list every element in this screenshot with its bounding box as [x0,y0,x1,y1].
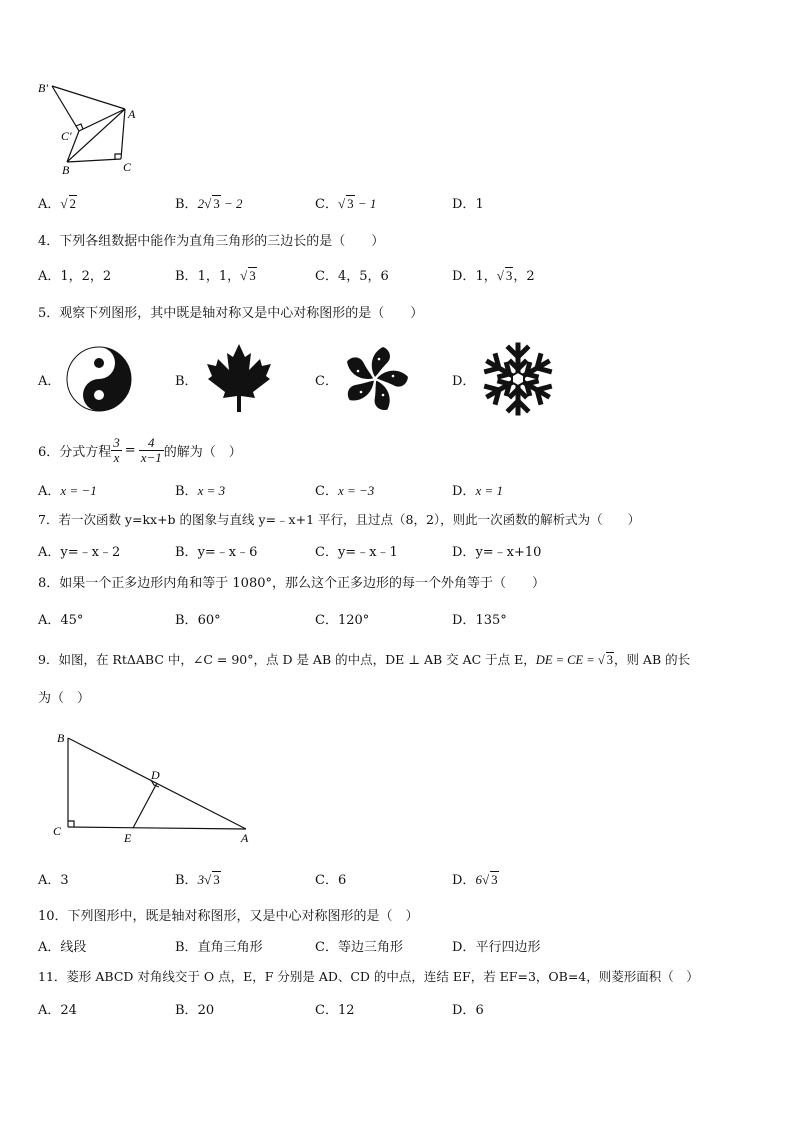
q7-option-c [315,541,398,560]
q5-option-d: D． [452,374,476,389]
q7-option-d-text: y=﹣x+10 [475,545,542,560]
q4-option-a-letter: A． [38,269,61,284]
q11-option-c [315,999,355,1018]
q4-option-b-radicand: 3 [249,268,256,283]
q5-question-text: 5．观察下列图形，其中既是轴对称又是中心对称图形的是（ ） [38,306,424,321]
q4-option-d-letter: D． [452,269,476,284]
q10-option-b-letter: B． [175,940,198,955]
q8-option-d [452,609,507,628]
fig1-label-c: C [123,160,132,174]
fig2-triangle-diagram [48,726,258,848]
q10-option-d [452,936,540,955]
q9-option-c-letter: C． [315,873,338,888]
q10-option-c [315,936,403,955]
q6-option-b-letter: B． [175,484,198,499]
q5-option-b: B． [175,374,198,389]
q5-option-a: A． [38,374,61,389]
fig1-triangle-diagram [34,76,144,178]
q8-option-d-letter: D． [452,613,476,628]
q8-option-c-letter: C． [315,613,338,628]
q3-option-b: B．2√ 3 − 2 [175,196,243,212]
q9-option-a-text: 3 [60,873,69,888]
q6-fraction-left [111,436,122,464]
q7-option-b-text: y=﹣x﹣6 [197,545,258,560]
q7-option-c-letter: C． [315,545,338,560]
q7-option-c-text: y=﹣x﹣1 [337,545,398,560]
q3-option-a-letter: A． [38,197,61,212]
q9-option-c-text: 6 [337,873,347,888]
q9-line1-end: ，则 AB 的长 [613,652,691,667]
q10-option-d-text: 平行四边形 [475,940,541,955]
q10-option-a-text: 线段 [60,940,87,955]
q11-option-b [175,999,214,1018]
q3-option-b-coef: 2 [197,196,205,211]
yin-yang-icon [64,344,134,414]
q7-option-d-letter: D． [452,545,476,560]
q4-option-d-pre: 1， [475,269,497,284]
q8-question-text: 8．如果一个正多边形内角和等于 1080°，那么这个正多边形的每一个外角等于（ ） [38,576,545,591]
q6-option-a-text: x = −1 [60,483,97,498]
q9-option-a [38,869,69,888]
q9-option-d-letter: D． [452,873,476,888]
q6-option-d-letter: D． [452,484,476,499]
q7-option-d [452,541,541,560]
q6-lhs-denominator: x [113,449,120,465]
q4-question-text: 4．下列各组数据中能作为直角三角形的三边长的是（ ） [38,234,385,249]
fig1-label-a: A [128,107,136,121]
q9-option-b: B．3√ 3 [175,872,220,888]
q8-option-a [38,609,83,628]
q10-option-d-letter: D． [452,940,476,955]
q5-option-c: C． [315,374,338,389]
q3-option-b-radicand: 3 [213,196,220,211]
q7-option-b-letter: B． [175,545,198,560]
fig2-label-d: D [151,768,160,782]
q6-option-c-letter: C． [315,484,338,499]
q9-question-line2: 为（ ） [38,691,91,706]
maple-leaf-icon [205,342,273,414]
q4-option-b-pre: 1，1， [197,269,241,284]
q8-option-b-text: 60° [197,613,221,628]
q6-equals: = [124,442,136,458]
q6-rhs-numerator: 4 [139,436,164,451]
q6-question [38,432,242,468]
q9-line1-radicand: 3 [606,653,613,667]
q7-question-text: 7．若一次函数 y=kx+b 的图象与直线 y=﹣x+1 平行，且过点（8，2），则此一次函数的解析式为（ ） [38,512,641,527]
q11-option-d-text: 6 [475,1003,484,1018]
q8-option-c [315,609,369,628]
q4-option-c-text: 4，5，6 [337,269,389,284]
q10-option-c-letter: C． [315,940,338,955]
q4-option-c-letter: C． [315,269,338,284]
q9-option-b-letter: B． [175,873,198,888]
q3-option-c-radicand: 3 [347,196,354,211]
q9-option-d-coef: 6 [475,872,482,887]
q3-option-c: C．√ 3 − 1 [315,196,377,212]
q11-option-a [38,999,77,1018]
q8-option-b-letter: B． [175,613,198,628]
q8-option-c-text: 120° [337,613,370,628]
q4-option-a [38,265,111,284]
snowflake-icon [480,341,556,417]
q9-question-line1: 9．如图，在 RtΔABC 中，∠C = 90°，点 D 是 AB 的中点，DE ⊥ AB 交 AC 于点 E，DE = CE = √ 3，则 AB 的长 [38,652,691,667]
q10-question-text: 10．下列图形中，既是轴对称图形，又是中心对称图形的是（ ） [38,909,419,924]
q10-option-c-text: 等边三角形 [337,940,403,955]
q9-option-d-radicand: 3 [491,872,498,887]
q6-option-b-text: x = 3 [197,483,226,498]
q3-option-c-tail: − 1 [354,196,377,211]
q4-option-d-post: ，2 [513,269,535,284]
q11-option-b-text: 20 [197,1003,215,1018]
q11-option-d [452,999,484,1018]
q11-question-text: 11．菱形 ABCD 对角线交于 O 点，E，F 分别是 AD、CD 的中点，连结 EF，若 EF=3，OB=4，则菱形面积（ ） [38,969,699,984]
bauhinia-flower-icon [340,344,410,414]
q6-fraction-right [139,436,164,464]
q6-lhs-numerator: 3 [113,434,120,450]
q9-line1-equation: DE = CE = [535,653,598,667]
q3-option-d-letter: D． [452,197,476,212]
q10-option-a [38,936,86,955]
q3-option-d-text: 1 [475,197,484,212]
fig2-label-c: C [53,824,62,838]
q8-option-b [175,609,221,628]
q9-option-b-coef: 3 [197,872,205,887]
q6-option-a-letter: A． [38,484,61,499]
q7-option-b [175,541,257,560]
fig2-label-a: A [241,831,249,845]
q6-rhs-denominator: x−1 [140,449,162,465]
q3-option-c-letter: C． [315,197,338,212]
q7-option-a [38,541,120,560]
q9-option-a-letter: A． [38,873,61,888]
q8-option-a-text: 45° [60,613,84,628]
q3-option-b-tail: − 2 [220,196,243,211]
q10-option-a-letter: A． [38,940,61,955]
q9-option-d: D．6√ 3 [452,872,498,888]
q6-suffix: 的解为（ ） [163,444,242,460]
q11-option-a-text: 24 [60,1003,77,1018]
q7-option-a-letter: A． [38,545,61,560]
q9-line1-text: 9．如图，在 RtΔABC 中，∠C = 90°，点 D 是 AB 的中点，DE ⊥ AB 交 AC 于点 E， [38,652,536,667]
q6-option-b [175,480,225,499]
q6-option-a [38,480,97,499]
q3-option-b-letter: B． [175,197,198,212]
q4-option-d-radicand: 3 [505,268,513,283]
q6-option-d [452,480,503,499]
fig2-label-e: E [124,831,132,845]
q4-option-b-letter: B． [175,269,198,284]
fig2-label-b: B [57,731,65,745]
q4-option-a-text: 1，2，2 [60,269,112,284]
q8-option-a-letter: A． [38,613,61,628]
q6-option-c [315,480,374,499]
q4-option-b: B．1，1，√ 3 [175,268,256,284]
q11-option-c-letter: C． [315,1003,338,1018]
q9-option-c [315,869,346,888]
q3-option-a-radicand: 2 [69,196,77,211]
q6-option-c-text: x = −3 [337,483,375,498]
q11-option-b-letter: B． [175,1003,198,1018]
q8-option-d-text: 135° [475,613,507,628]
q9-option-b-radicand: 3 [213,872,220,887]
q10-option-b [175,936,263,955]
q6-prefix: 6．分式方程 [38,444,112,460]
fig1-label-c-prime: C' [61,129,72,143]
q4-option-c [315,265,389,284]
q4-option-d: D．1，√ 3，2 [452,268,535,284]
fig1-label-b-prime: B' [38,81,48,95]
q3-option-d [452,193,484,212]
q11-option-d-letter: D． [452,1003,476,1018]
fig1-label-b: B [62,163,70,177]
q11-option-c-text: 12 [337,1003,355,1018]
q11-option-a-letter: A． [38,1003,61,1018]
q3-option-a: A．√ 2 [38,196,77,212]
q7-option-a-text: y=﹣x﹣2 [60,545,121,560]
q6-option-d-text: x = 1 [475,483,503,498]
q10-option-b-text: 直角三角形 [197,940,263,955]
